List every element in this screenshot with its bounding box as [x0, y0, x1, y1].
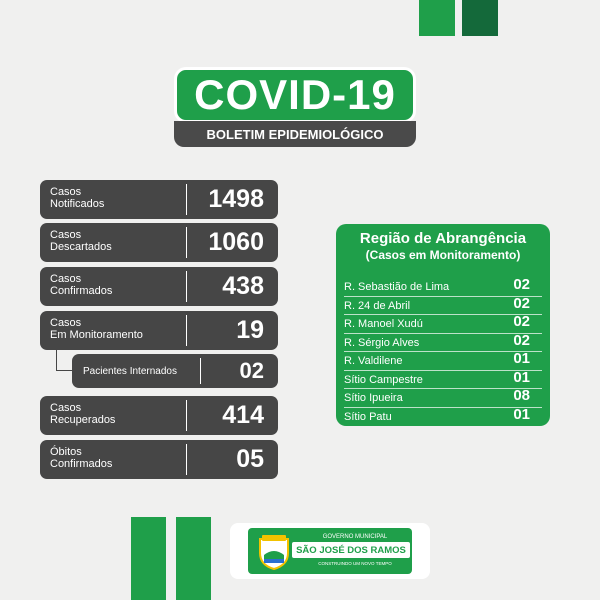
stat-value: 1060	[208, 228, 264, 256]
stat-discarded	[40, 223, 278, 262]
region-count: 01	[513, 405, 530, 423]
coat-of-arms-icon	[254, 531, 294, 571]
decor-bar-bottom-left	[131, 517, 166, 600]
stat-notified	[40, 180, 278, 219]
region-name: R. Sebastião de Lima	[344, 281, 450, 293]
list-item	[344, 315, 542, 334]
header	[174, 67, 416, 147]
stat-value: 414	[222, 401, 264, 429]
stat-label: Casos Recuperados	[50, 402, 116, 426]
stat-label: Casos Confirmados	[50, 273, 113, 297]
list-item	[344, 294, 542, 316]
divider	[186, 271, 187, 302]
divider	[186, 184, 187, 215]
decor-bar-top-left	[419, 0, 455, 36]
stat-value: 05	[236, 445, 264, 473]
stat-label: Pacientes Internados	[83, 365, 177, 377]
region-count: 08	[513, 387, 530, 404]
region-title: Região de Abrangência	[359, 230, 527, 247]
region-count: 01	[513, 350, 530, 367]
stat-value: 1498	[208, 185, 264, 213]
region-name: Sítio Patu	[344, 410, 392, 423]
divider	[186, 444, 187, 475]
region-list	[344, 278, 542, 425]
divider	[186, 400, 187, 431]
page-subtitle: BOLETIM EPIDEMIOLÓGICO	[174, 121, 416, 147]
region-count: 02	[513, 313, 530, 330]
region-name: R. 24 de Abril	[344, 299, 411, 312]
list-item	[344, 389, 542, 408]
list-item	[344, 368, 542, 390]
divider	[186, 227, 187, 258]
region-name: Sítio Ipueira	[344, 392, 403, 404]
stat-value: 438	[222, 272, 264, 300]
list-item	[344, 352, 542, 371]
decor-bar-top-right	[462, 0, 498, 36]
divider	[200, 358, 201, 384]
stat-label: Casos Notificados	[50, 186, 105, 210]
list-item	[344, 331, 542, 353]
stat-value: 02	[239, 358, 264, 383]
connector-line	[56, 346, 73, 371]
list-item	[344, 405, 542, 426]
region-name: R. Manoel Xudú	[344, 318, 423, 330]
stat-hospitalized	[72, 354, 278, 388]
page-title: COVID-19	[174, 67, 416, 123]
municipal-logo	[230, 523, 430, 579]
region-name: R. Sérgio Alves	[344, 336, 420, 349]
region-count: 02	[513, 294, 530, 312]
region-name: R. Valdilene	[344, 355, 403, 367]
decor-bar-bottom-right	[176, 517, 211, 600]
list-item	[344, 278, 542, 297]
region-subtitle: (Casos em Monitoramento)	[365, 248, 521, 262]
stat-label: Casos Em Monitoramento	[50, 317, 143, 341]
stat-confirmed	[40, 267, 278, 306]
logo-banner	[248, 528, 412, 574]
stat-value: 19	[236, 316, 264, 344]
stat-recovered	[40, 396, 278, 435]
region-name: Sítio Campestre	[344, 373, 423, 386]
region-panel	[336, 224, 550, 426]
divider	[186, 315, 187, 346]
region-count: 02	[513, 276, 530, 293]
city-name: SÃO JOSÉ DOS RAMOS	[292, 542, 410, 558]
region-count: 01	[513, 368, 530, 386]
stat-label: Casos Descartados	[50, 229, 112, 253]
stat-monitoring	[40, 311, 278, 350]
stat-label: Óbitos Confirmados	[50, 446, 113, 470]
slogan: CONSTRUINDO UM NOVO TEMPO	[318, 561, 392, 566]
government-label: GOVERNO MUNICIPAL	[322, 534, 388, 540]
region-count: 02	[513, 331, 530, 349]
stat-deaths	[40, 440, 278, 479]
